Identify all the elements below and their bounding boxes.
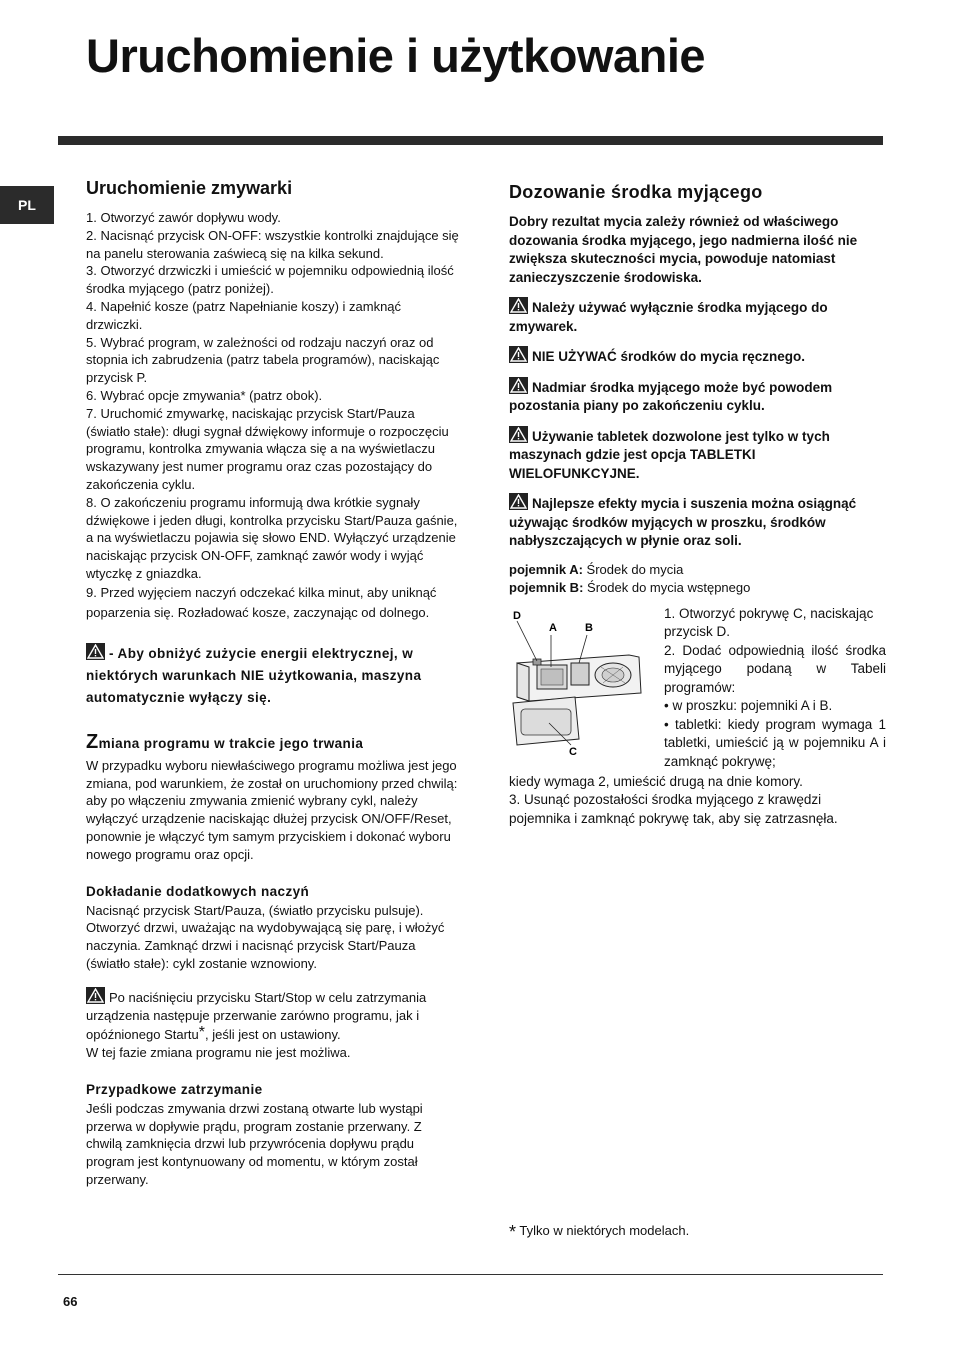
warning-text: Należy używać wyłącznie środka myjącego do zmywarek. bbox=[509, 300, 828, 334]
stop-note-text-a: Po naciśnięciu przycisku Start/Stop w celu zatrzymania urządzenia następuje przerwanie zarówno programu, jak i opóźnionego Startu bbox=[86, 989, 427, 1043]
dispenser-steps-side bbox=[664, 605, 886, 772]
left-column bbox=[86, 178, 460, 1189]
stop-note-text-b: , jeśli jest on ustawiony. bbox=[205, 1027, 341, 1043]
container-b-label: pojemnik B: bbox=[509, 579, 584, 595]
warning-text: Nadmiar środka myjącego może być powodem pozostania piany po zakończeniu cyklu. bbox=[509, 379, 833, 413]
container-a-row bbox=[509, 561, 885, 579]
startup-steps bbox=[86, 209, 460, 623]
step-2: 2. Nacisnąć przycisk ON-OFF: wszystkie kontrolki znajdujące się na panelu sterowania zaświecą się na kilka sekund. bbox=[86, 227, 459, 261]
label-b: B bbox=[585, 621, 593, 634]
step-5: 5. Wybrać program, w zależności od rodzaju naczyń oraz od stopnia ich zabrudzenia (patrz tabela programów), naciskając przycisk P. bbox=[86, 334, 440, 386]
top-divider bbox=[58, 136, 883, 145]
container-b-text: Środek do mycia wstępnego bbox=[587, 579, 751, 595]
detergent-intro: Dobry rezultat mycia zależy również od właściwego dozowania środka myjącego, jego nadmierna ilość nie zwiększa skuteczności mycia, powoduje natomiast zanieczyszczenie środowiska. bbox=[509, 214, 858, 285]
page-number: 66 bbox=[63, 1294, 78, 1309]
label-a: A bbox=[549, 621, 557, 634]
add-dishes-text: Nacisnąć przycisk Start/Pauza, (światło przycisku pulsuje). Otworzyć drzwi, uważając na wydobywającą się parę, i włożyć naczynia. Zamknąć drzwi i nacisnąć przycisk Start/Pauza (światło stałe): cykl zostanie wznowiony. bbox=[86, 902, 445, 971]
step-8: 8. O zakończeniu programu informują dwa krótkie sygnały dźwiękowe i jeden długi, kontrolka przycisku Start/Pauza gaśnie, a na wyświetlaczu pojawia się słowo END. Wyłączyć urządzenie naciskając przycisk ON-OFF, zamknąć zawór wody i wyjąć wtyczkę z gniazdka. bbox=[86, 494, 458, 581]
interrupt-text: Jeśli podczas zmywania drzwi zostaną otwarte lub wystąpi przerwa w dopływie prądu, program zostanie przerwany. Z chwilą zamknięcia drzwi lub przywrócenia dopływu prądu program jest kontynuowany od momentu, w którym został przerwany. bbox=[86, 1100, 423, 1188]
stop-note-star: * bbox=[198, 1024, 205, 1042]
step-7: 7. Uruchomić zmywarkę, naciskając przycisk Start/Pauza (światło stałe): długi sygnał dźwiękowy informuje o rozpoczęciu programu, kontrolka zmywania włącza się a na wyświetlaczu wskazywany jest numer programu oraz czas pozostający do zakończenia cyklu. bbox=[86, 405, 449, 492]
warning-icon bbox=[509, 426, 528, 443]
label-c: C bbox=[569, 745, 577, 755]
container-b-row bbox=[509, 579, 885, 597]
dispenser-step-2b: • tabletki: kiedy program wymaga 1 tabletki, umieścić ją w pojemniku A i zamknąć pokrywę; bbox=[664, 716, 886, 769]
heading-initial: Z bbox=[86, 730, 99, 753]
warning-item-3 bbox=[509, 377, 885, 416]
step-9: 9. Przed wyjęciem naczyń odczekać kilka minut, aby uniknąć poparzenia się. Rozładować kosze, zaczynając od dolnego. bbox=[86, 584, 437, 620]
change-program-text: W przypadku wyboru niewłaściwego programu możliwa jest jego zmiana, pod warunkiem, że został on uruchomiony przed chwilą: aby po włączeniu zmywania zmienić wybrany cykl, należy wyłączyć urządzenie naciskając dłużej przycisk ON/OFF/Reset, ponownie je włączyć tym samym przyciskiem i dokonać wyboru nowego programu oraz opcji. bbox=[86, 757, 458, 862]
container-legend bbox=[509, 561, 885, 597]
warning-item-1 bbox=[509, 297, 885, 336]
dispenser-step-2c: kiedy wymaga 2, umieścić drugą na dnie komory. bbox=[509, 773, 803, 789]
language-tab: PL bbox=[0, 186, 54, 224]
warning-icon bbox=[509, 493, 528, 510]
detergent-heading: Dozowanie środka myjącego bbox=[509, 182, 763, 202]
warning-item-4 bbox=[509, 426, 885, 484]
warning-icon bbox=[509, 377, 528, 394]
label-d: D bbox=[513, 609, 521, 622]
dispenser-step-1: 1. Otworzyć pokrywę C, naciskając przycisk D. bbox=[664, 605, 874, 639]
interrupt-heading: Przypadkowe zatrzymanie bbox=[86, 1081, 263, 1097]
energy-saving-note bbox=[86, 643, 460, 709]
right-column bbox=[509, 182, 885, 828]
container-a-text: Środek do mycia bbox=[586, 561, 684, 577]
stop-note bbox=[86, 987, 460, 1062]
warning-item-2 bbox=[509, 346, 885, 367]
footnote bbox=[509, 1222, 689, 1243]
dispenser-step-2: 2. Dodać odpowiednią ilość środka myjącego podaną w Tabeli programów: bbox=[664, 642, 886, 695]
warning-icon bbox=[509, 297, 528, 314]
warning-icon bbox=[509, 346, 528, 363]
heading-rest: miana programu w trakcie jego trwania bbox=[98, 735, 364, 751]
dispenser-steps-full bbox=[509, 773, 885, 829]
step-6: 6. Wybrać opcje zmywania* (patrz obok). bbox=[86, 387, 323, 403]
startup-heading: Uruchomienie zmywarki bbox=[86, 178, 293, 198]
detergent-dispenser-diagram bbox=[509, 605, 649, 755]
page-title: Uruchomienie i użytkowanie bbox=[86, 29, 706, 82]
dispenser-section bbox=[509, 605, 885, 775]
step-1: 1. Otworzyć zawór dopływu wody. bbox=[86, 210, 281, 225]
warning-text: NIE UŻYWAĆ środków do mycia ręcznego. bbox=[532, 349, 806, 364]
energy-note-text: - Aby obniżyć zużycie energii elektrycznej, w niektórych warunkach NIE użytkowania, maszyna automatycznie wyłączy się. bbox=[86, 645, 422, 705]
warning-icon bbox=[86, 987, 105, 1004]
step-4: 4. Napełnić kosze (patrz Napełnianie koszy) i zamknąć drzwiczki. bbox=[86, 298, 402, 332]
footnote-star: * bbox=[509, 1222, 517, 1242]
change-program-heading bbox=[86, 731, 460, 754]
warning-text: Najlepsze efekty mycia i suszenia można osiągnąć używając środków myjących w proszku, środków nabłyszczających w płynie oraz soli. bbox=[509, 496, 857, 548]
container-a-label: pojemnik A: bbox=[509, 561, 583, 577]
warning-item-5 bbox=[509, 493, 885, 551]
bottom-divider bbox=[58, 1274, 883, 1275]
add-dishes-heading: Dokładanie dodatkowych naczyń bbox=[86, 883, 310, 899]
step-3: 3. Otworzyć drzwiczki i umieścić w pojemniku odpowiednią ilość środka myjącego (patrz poniżej). bbox=[86, 263, 454, 297]
footnote-text: Tylko w niektórych modelach. bbox=[519, 1223, 690, 1238]
dispenser-step-2a: • w proszku: pojemniki A i B. bbox=[664, 698, 833, 713]
dispenser-step-3: 3. Usunąć pozostałości środka myjącego z krawędzi pojemnika i zamknąć pokrywę tak, aby się zatrzasnęła. bbox=[509, 792, 838, 826]
warning-icon bbox=[86, 643, 105, 660]
stop-note-text-c: W tej fazie zmiana programu nie jest możliwa. bbox=[86, 1045, 351, 1061]
warning-text: Używanie tabletek dozwolone jest tylko w tych maszynach gdzie jest opcja TABLETKI WIELOFUNKCYJNE. bbox=[509, 428, 830, 481]
